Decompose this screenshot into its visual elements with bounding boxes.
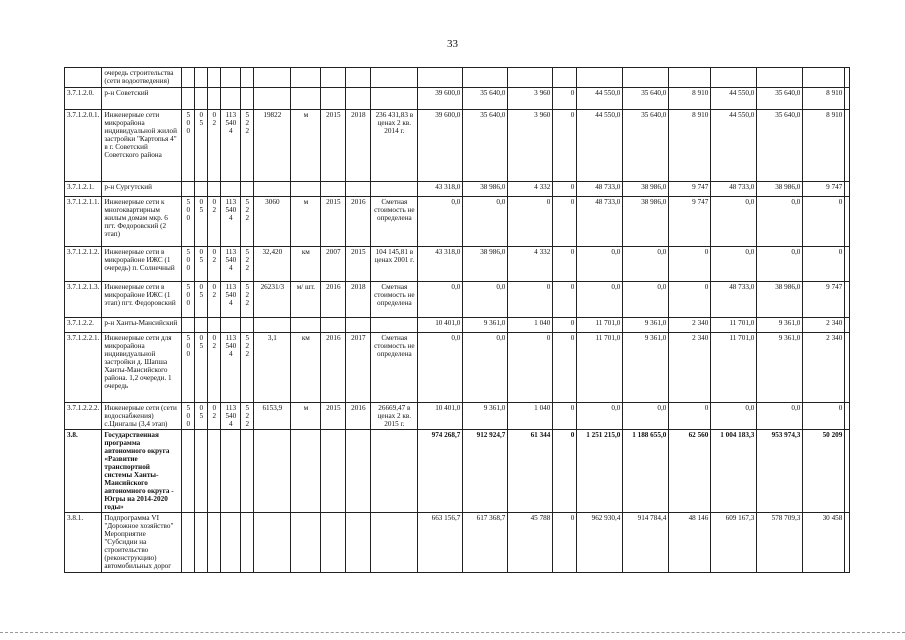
- estimated-cost: 26669,47 в ценах 2 кв. 2015 г.: [371, 403, 418, 430]
- code-part-1: 5 0 0: [182, 110, 195, 182]
- amount-cell: 30 458: [803, 513, 845, 573]
- year-end: 2016: [346, 197, 371, 247]
- row-code: 3.8.: [65, 430, 102, 513]
- row-name: р-н Ханты-Мансийский: [102, 318, 182, 333]
- row-code: 3.7.1.2.1.2.: [65, 247, 102, 282]
- amount-cell: 663 156,7: [418, 513, 463, 573]
- amount-cell: 9 747: [669, 197, 711, 247]
- year-end: [346, 430, 371, 513]
- unit: [291, 430, 321, 513]
- trailing-cell: [845, 282, 850, 318]
- year-end: 2018: [346, 110, 371, 182]
- amount-cell: 953 974,3: [757, 430, 803, 513]
- amount-cell: [757, 68, 803, 88]
- trailing-cell: [845, 247, 850, 282]
- unit: км: [291, 333, 321, 403]
- amount-cell: 2 340: [803, 333, 845, 403]
- amount-cell: 1 040: [508, 318, 553, 333]
- amount-cell: 0: [553, 430, 577, 513]
- code-part-2: [195, 88, 208, 110]
- code-part-2: 0 5: [195, 403, 208, 430]
- unit: [291, 182, 321, 197]
- code-part-3: [208, 430, 221, 513]
- trailing-cell: [845, 68, 850, 88]
- amount-cell: 2 340: [669, 333, 711, 403]
- amount-cell: 35 640,0: [463, 88, 508, 110]
- row-code: 3.7.1.2.0.: [65, 88, 102, 110]
- amount-cell: 0,0: [577, 247, 623, 282]
- amount-cell: 1 251 215,0: [577, 430, 623, 513]
- amount-cell: 8 910: [803, 88, 845, 110]
- row-code: 3.8.1.: [65, 513, 102, 573]
- row-name: очередь строительства (сети водоотведения): [102, 68, 182, 88]
- row-name: р-н Сургутский: [102, 182, 182, 197]
- amount-cell: 0: [803, 247, 845, 282]
- table-row: [65, 88, 850, 110]
- unit: м: [291, 197, 321, 247]
- code-part-5: 5 2 2: [241, 197, 254, 247]
- amount-cell: 48 733,0: [577, 182, 623, 197]
- code-part-5: 5 2 2: [241, 282, 254, 318]
- amount-cell: 0,0: [577, 282, 623, 318]
- amount-cell: 48 733,0: [711, 282, 757, 318]
- table-row: [65, 110, 850, 182]
- amount-cell: [508, 68, 553, 88]
- amount-cell: [577, 68, 623, 88]
- estimated-cost: [371, 68, 418, 88]
- year-start: 2015: [321, 110, 346, 182]
- code-part-3: 0 2: [208, 247, 221, 282]
- amount-cell: 8 910: [803, 110, 845, 182]
- amount-cell: 39 600,0: [418, 110, 463, 182]
- code-part-2: 0 5: [195, 333, 208, 403]
- table-row: [65, 318, 850, 333]
- code-part-4: [221, 88, 241, 110]
- trailing-cell: [845, 513, 850, 573]
- amount-cell: 62 560: [669, 430, 711, 513]
- amount-cell: 0,0: [623, 282, 669, 318]
- amount-cell: 38 986,0: [463, 182, 508, 197]
- code-part-5: [241, 88, 254, 110]
- amount-cell: 9 361,0: [623, 333, 669, 403]
- amount-cell: [623, 68, 669, 88]
- amount-cell: 38 986,0: [463, 247, 508, 282]
- code-part-4: 113 540 4: [221, 282, 241, 318]
- estimated-cost: Сметная стоимость не определена: [371, 197, 418, 247]
- code-part-1: [182, 182, 195, 197]
- amount-cell: 43 318,0: [418, 182, 463, 197]
- code-part-1: [182, 88, 195, 110]
- amount-cell: 2 340: [803, 318, 845, 333]
- amount-cell: 8 910: [669, 110, 711, 182]
- amount-cell: 0: [508, 282, 553, 318]
- amount-cell: 9 361,0: [757, 318, 803, 333]
- code-part-4: [221, 513, 241, 573]
- amount-cell: 0,0: [711, 247, 757, 282]
- code-part-1: [182, 430, 195, 513]
- unit: м/ шт.: [291, 282, 321, 318]
- amount-cell: 61 344: [508, 430, 553, 513]
- code-part-2: [195, 513, 208, 573]
- amount-cell: 912 924,7: [463, 430, 508, 513]
- trailing-cell: [845, 182, 850, 197]
- year-start: [321, 318, 346, 333]
- amount-cell: 0: [803, 197, 845, 247]
- amount-cell: 35 640,0: [757, 110, 803, 182]
- year-start: [321, 182, 346, 197]
- capacity: 6153,9: [254, 403, 291, 430]
- row-code: 3.7.1.2.1.: [65, 182, 102, 197]
- amount-cell: 0,0: [463, 197, 508, 247]
- row-code: 3.7.1.2.0.1.: [65, 110, 102, 182]
- code-part-3: [208, 182, 221, 197]
- code-part-5: [241, 68, 254, 88]
- year-end: 2016: [346, 403, 371, 430]
- amount-cell: 11 701,0: [577, 333, 623, 403]
- row-name: Инженерные сети микрорайона индивидуальной жилой застройки "Картопья 4" в г. Советский Советского района: [102, 110, 182, 182]
- trailing-cell: [845, 88, 850, 110]
- code-part-2: [195, 318, 208, 333]
- code-part-2: 0 5: [195, 247, 208, 282]
- table-row: [65, 247, 850, 282]
- amount-cell: 0: [553, 333, 577, 403]
- code-part-3: [208, 513, 221, 573]
- code-part-1: 5 0 0: [182, 282, 195, 318]
- code-part-4: [221, 68, 241, 88]
- amount-cell: 11 701,0: [711, 318, 757, 333]
- estimated-cost: Сметная стоимость не определена: [371, 333, 418, 403]
- amount-cell: 38 986,0: [623, 197, 669, 247]
- amount-cell: 0,0: [577, 403, 623, 430]
- amount-cell: 35 640,0: [623, 88, 669, 110]
- code-part-3: [208, 68, 221, 88]
- code-part-5: [241, 513, 254, 573]
- amount-cell: 9 361,0: [463, 403, 508, 430]
- code-part-1: [182, 68, 195, 88]
- amount-cell: 10 401,0: [418, 403, 463, 430]
- amount-cell: 9 361,0: [463, 318, 508, 333]
- amount-cell: 0: [553, 282, 577, 318]
- table-row: [65, 197, 850, 247]
- amount-cell: 35 640,0: [463, 110, 508, 182]
- row-code: 3.7.1.2.1.1.: [65, 197, 102, 247]
- unit: км: [291, 247, 321, 282]
- amount-cell: 45 788: [508, 513, 553, 573]
- capacity: 19822: [254, 110, 291, 182]
- code-part-2: [195, 182, 208, 197]
- budget-table: [64, 67, 850, 573]
- amount-cell: 1 004 183,3: [711, 430, 757, 513]
- code-part-1: 5 0 0: [182, 403, 195, 430]
- code-part-2: [195, 68, 208, 88]
- amount-cell: 0: [508, 333, 553, 403]
- amount-cell: 0: [553, 88, 577, 110]
- amount-cell: 44 550,0: [577, 88, 623, 110]
- amount-cell: 11 701,0: [577, 318, 623, 333]
- row-name: Инженерные сети для микрорайона индивидуальной застройки д. Шапша Ханты-Мансийского района. 1,2 очереди. 1 очередь: [102, 333, 182, 403]
- code-part-5: 5 2 2: [241, 247, 254, 282]
- amount-cell: 44 550,0: [711, 88, 757, 110]
- code-part-3: 0 2: [208, 282, 221, 318]
- amount-cell: 39 600,0: [418, 88, 463, 110]
- row-name: Инженерные сети (сети водоснабжения) с.Цингалы (3,4 этап): [102, 403, 182, 430]
- year-start: [321, 430, 346, 513]
- year-end: 2015: [346, 247, 371, 282]
- table-row: [65, 333, 850, 403]
- amount-cell: 0: [508, 197, 553, 247]
- amount-cell: 0,0: [463, 333, 508, 403]
- capacity: 32,420: [254, 247, 291, 282]
- estimated-cost: 104 145,81 в ценах 2001 г.: [371, 247, 418, 282]
- table-row: [65, 513, 850, 573]
- trailing-cell: [845, 110, 850, 182]
- amount-cell: [418, 68, 463, 88]
- code-part-1: 5 0 0: [182, 333, 195, 403]
- amount-cell: [553, 68, 577, 88]
- year-start: [321, 68, 346, 88]
- amount-cell: 0,0: [757, 197, 803, 247]
- table-row: [65, 430, 850, 513]
- capacity: [254, 88, 291, 110]
- amount-cell: 609 167,3: [711, 513, 757, 573]
- unit: [291, 88, 321, 110]
- code-part-4: 113 540 4: [221, 247, 241, 282]
- amount-cell: 578 709,3: [757, 513, 803, 573]
- year-start: 2015: [321, 403, 346, 430]
- trailing-cell: [845, 318, 850, 333]
- unit: м: [291, 403, 321, 430]
- amount-cell: 0: [803, 403, 845, 430]
- amount-cell: 50 209: [803, 430, 845, 513]
- capacity: [254, 68, 291, 88]
- row-code: 3.7.1.2.2.: [65, 318, 102, 333]
- code-part-1: [182, 318, 195, 333]
- table-row: [65, 182, 850, 197]
- row-code: [65, 68, 102, 88]
- code-part-4: 113 540 4: [221, 197, 241, 247]
- code-part-4: 113 540 4: [221, 333, 241, 403]
- code-part-5: [241, 430, 254, 513]
- amount-cell: 0: [553, 513, 577, 573]
- estimated-cost: [371, 430, 418, 513]
- row-name: Инженерные сети в микрорайоне ИЖС (1 этап) пгт. Федоровский: [102, 282, 182, 318]
- amount-cell: 48 733,0: [711, 182, 757, 197]
- page-bottom-edge: [0, 632, 905, 633]
- code-part-1: 5 0 0: [182, 247, 195, 282]
- amount-cell: 0: [553, 197, 577, 247]
- table-row: [65, 68, 850, 88]
- estimated-cost: [371, 182, 418, 197]
- capacity: [254, 513, 291, 573]
- code-part-2: 0 5: [195, 282, 208, 318]
- amount-cell: 3 960: [508, 110, 553, 182]
- amount-cell: 1 040: [508, 403, 553, 430]
- amount-cell: 9 747: [803, 282, 845, 318]
- amount-cell: 0: [553, 247, 577, 282]
- amount-cell: 48 733,0: [577, 197, 623, 247]
- code-part-3: 0 2: [208, 333, 221, 403]
- capacity: [254, 430, 291, 513]
- code-part-4: 113 540 4: [221, 403, 241, 430]
- code-part-4: 113 540 4: [221, 110, 241, 182]
- capacity: [254, 318, 291, 333]
- code-part-3: [208, 318, 221, 333]
- unit: [291, 513, 321, 573]
- amount-cell: 1 188 655,0: [623, 430, 669, 513]
- year-start: [321, 88, 346, 110]
- year-end: [346, 513, 371, 573]
- capacity: 3,1: [254, 333, 291, 403]
- amount-cell: [463, 68, 508, 88]
- amount-cell: 48 146: [669, 513, 711, 573]
- amount-cell: 0,0: [711, 197, 757, 247]
- row-name: р-н Советский: [102, 88, 182, 110]
- amount-cell: 9 361,0: [757, 333, 803, 403]
- code-part-2: 0 5: [195, 110, 208, 182]
- amount-cell: 35 640,0: [757, 88, 803, 110]
- row-code: 3.7.1.2.1.3.: [65, 282, 102, 318]
- trailing-cell: [845, 430, 850, 513]
- code-part-5: 5 2 2: [241, 403, 254, 430]
- amount-cell: 0,0: [418, 333, 463, 403]
- amount-cell: 4 332: [508, 247, 553, 282]
- amount-cell: 914 784,4: [623, 513, 669, 573]
- estimated-cost: Сметная стоимость не определена: [371, 282, 418, 318]
- table-row: [65, 282, 850, 318]
- year-start: 2015: [321, 197, 346, 247]
- amount-cell: 43 318,0: [418, 247, 463, 282]
- unit: м: [291, 110, 321, 182]
- amount-cell: 0,0: [418, 282, 463, 318]
- code-part-1: 5 0 0: [182, 197, 195, 247]
- year-start: 2016: [321, 333, 346, 403]
- code-part-1: [182, 513, 195, 573]
- row-name: Подпрограмма VI "Дорожное хозяйство" Мероприятие "Субсидии на строительство (реконструкцию) автомобильных дорог: [102, 513, 182, 573]
- amount-cell: 8 910: [669, 88, 711, 110]
- amount-cell: 44 550,0: [711, 110, 757, 182]
- row-code: 3.7.1.2.2.1.: [65, 333, 102, 403]
- amount-cell: 2 340: [669, 318, 711, 333]
- amount-cell: 0,0: [623, 403, 669, 430]
- year-end: [346, 182, 371, 197]
- amount-cell: 962 930,4: [577, 513, 623, 573]
- amount-cell: 974 268,7: [418, 430, 463, 513]
- amount-cell: 10 401,0: [418, 318, 463, 333]
- amount-cell: 4 332: [508, 182, 553, 197]
- amount-cell: [669, 68, 711, 88]
- amount-cell: 0: [669, 403, 711, 430]
- page-number: 33: [447, 38, 458, 50]
- amount-cell: 617 368,7: [463, 513, 508, 573]
- row-name: Инженерные сети к многоквартирным жилым домам мкр. 6 пгт. Федоровский (2 этап): [102, 197, 182, 247]
- code-part-5: [241, 318, 254, 333]
- year-end: [346, 318, 371, 333]
- code-part-3: 0 2: [208, 110, 221, 182]
- estimated-cost: [371, 88, 418, 110]
- year-end: 2018: [346, 282, 371, 318]
- row-name: Инженерные сети в микрорайоне ИЖС (1 очередь) п. Солнечный: [102, 247, 182, 282]
- amount-cell: 38 986,0: [757, 282, 803, 318]
- amount-cell: 0,0: [757, 403, 803, 430]
- amount-cell: [711, 68, 757, 88]
- amount-cell: 0: [553, 182, 577, 197]
- amount-cell: 0,0: [623, 247, 669, 282]
- trailing-cell: [845, 403, 850, 430]
- code-part-4: [221, 430, 241, 513]
- code-part-2: [195, 430, 208, 513]
- code-part-2: 0 5: [195, 197, 208, 247]
- code-part-5: 5 2 2: [241, 110, 254, 182]
- code-part-5: [241, 182, 254, 197]
- amount-cell: 0,0: [711, 403, 757, 430]
- amount-cell: 3 960: [508, 88, 553, 110]
- amount-cell: 0: [553, 403, 577, 430]
- code-part-3: 0 2: [208, 403, 221, 430]
- amount-cell: 0: [669, 282, 711, 318]
- capacity: 3060: [254, 197, 291, 247]
- amount-cell: 0: [553, 110, 577, 182]
- year-end: [346, 68, 371, 88]
- code-part-5: 5 2 2: [241, 333, 254, 403]
- amount-cell: 9 747: [669, 182, 711, 197]
- code-part-4: [221, 182, 241, 197]
- amount-cell: 38 986,0: [757, 182, 803, 197]
- estimated-cost: 236 431,83 в ценах 2 кв. 2014 г.: [371, 110, 418, 182]
- code-part-4: [221, 318, 241, 333]
- table-row: [65, 403, 850, 430]
- estimated-cost: [371, 318, 418, 333]
- code-part-3: [208, 88, 221, 110]
- capacity: [254, 182, 291, 197]
- unit: [291, 318, 321, 333]
- amount-cell: 9 361,0: [623, 318, 669, 333]
- year-start: [321, 513, 346, 573]
- estimated-cost: [371, 513, 418, 573]
- row-name: Государственная программа автономного округа «Развитие транспортной системы Ханты-Мансийского автономного округа - Югры на 2014-2020 годы»: [102, 430, 182, 513]
- year-start: 2007: [321, 247, 346, 282]
- trailing-cell: [845, 197, 850, 247]
- amount-cell: 9 747: [803, 182, 845, 197]
- amount-cell: 0,0: [757, 247, 803, 282]
- amount-cell: 0,0: [463, 282, 508, 318]
- amount-cell: 38 986,0: [623, 182, 669, 197]
- row-code: 3.7.1.2.2.2.: [65, 403, 102, 430]
- code-part-3: 0 2: [208, 197, 221, 247]
- unit: [291, 68, 321, 88]
- year-end: [346, 88, 371, 110]
- capacity: 26231/3: [254, 282, 291, 318]
- year-end: 2017: [346, 333, 371, 403]
- amount-cell: 35 640,0: [623, 110, 669, 182]
- amount-cell: 0,0: [418, 197, 463, 247]
- trailing-cell: [845, 333, 850, 403]
- amount-cell: 0: [553, 318, 577, 333]
- amount-cell: 44 550,0: [577, 110, 623, 182]
- year-start: 2016: [321, 282, 346, 318]
- amount-cell: 0: [669, 247, 711, 282]
- amount-cell: 11 701,0: [711, 333, 757, 403]
- amount-cell: [803, 68, 845, 88]
